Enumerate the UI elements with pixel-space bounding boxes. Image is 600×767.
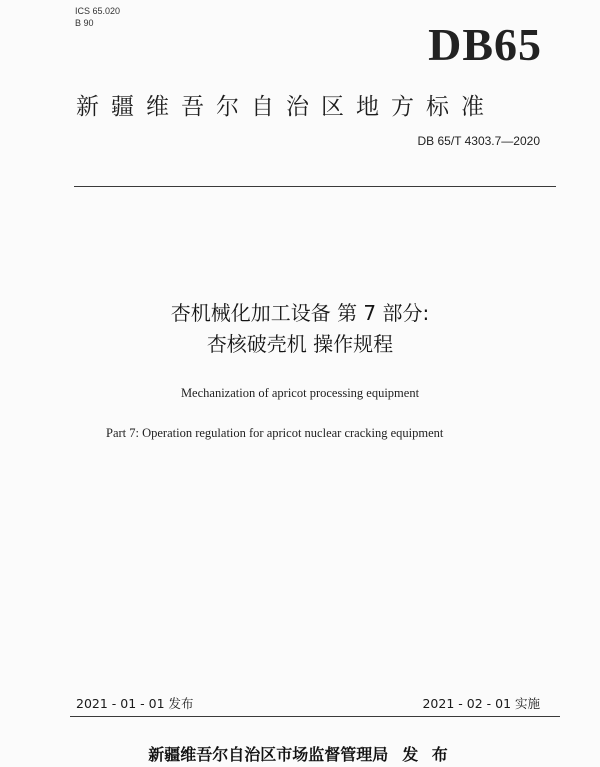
chinese-title: [0, 298, 600, 360]
header-divider: [74, 186, 556, 187]
issue-date: 2021 - 01 - 01 发布: [76, 696, 194, 711]
publisher-action: 发 布: [402, 745, 452, 764]
english-subtitle: Part 7: Operation regulation for apricot nuclear cracking equipment: [106, 426, 444, 440]
publisher-name: 新疆维吾尔自治区市场监督管理局: [148, 745, 389, 764]
chinese-title-line-2: 杏核破壳机 操作规程: [206, 332, 394, 356]
chinese-title-line-1: 杏机械化加工设备 第 7 部分:: [170, 301, 430, 325]
implementation-date: 2021 - 02 - 01 实施: [422, 696, 540, 711]
publisher-line: [0, 742, 600, 765]
ics-code: ICS 65.020: [75, 6, 121, 16]
db65-logo: DB65: [428, 19, 542, 70]
english-title: Mechanization of apricot processing equipment: [180, 386, 420, 400]
standard-number: DB 65/T 4303.7—2020: [417, 134, 540, 148]
standard-category-title: 新疆维吾尔自治区地方标准: [76, 94, 496, 120]
footer-divider: [70, 716, 560, 717]
ccs-code: B 90: [75, 18, 94, 28]
classification-codes: [75, 5, 120, 29]
